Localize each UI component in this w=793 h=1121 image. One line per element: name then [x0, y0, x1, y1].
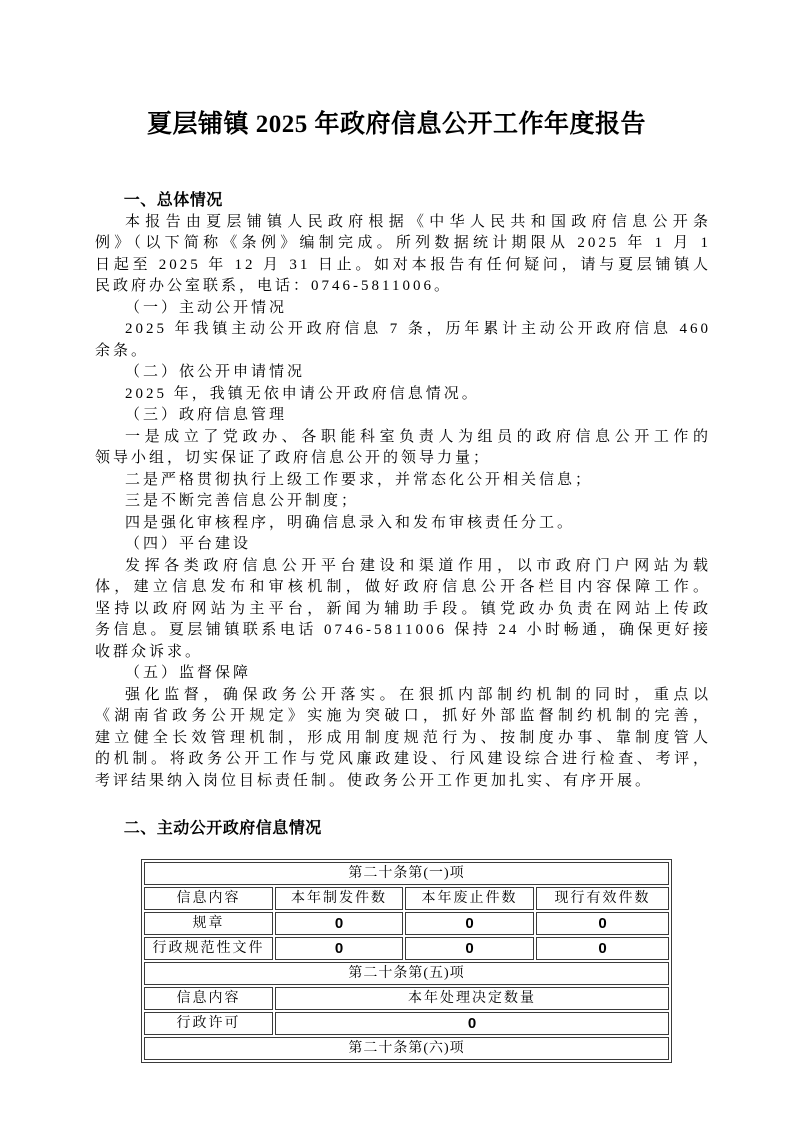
table-row [144, 987, 669, 1010]
table-row [144, 937, 669, 960]
table-cell: 0 [405, 912, 534, 935]
text-line: 例》（以下简称《条例》编制完成。所列数据统计期限从 2025 年 1 月 1 [95, 235, 711, 251]
paragraph [95, 491, 711, 513]
text-line: 2025 年，我镇无依申请公开政府信息情况。 [125, 385, 480, 402]
text-line: 一是成立了党政办、各职能科室负责人为组员的政府信息公开工作的 [125, 428, 711, 445]
table-section-cell: 第二十条第(一)项 [144, 862, 669, 885]
text-line: （三）政府信息管理 [125, 407, 288, 423]
overview-paragraphs [95, 212, 711, 793]
document-content [95, 190, 711, 1063]
section-heading-proactive-disclosure: 二、主动公开政府信息情况 [123, 820, 322, 837]
paragraph [95, 405, 711, 427]
page-title: 夏层铺镇 2025 年政府信息公开工作年度报告 [146, 111, 646, 138]
table-section-row [144, 862, 669, 885]
text-line: 考评结果纳入岗位目标责任制。使政务公开工作更加扎实、有序开展。 [95, 772, 654, 789]
text-line: 收群众诉求。 [95, 643, 204, 660]
paragraph [95, 384, 711, 406]
text-line: 二是严格贯彻执行上级工作要求，并常态化公开相关信息； [125, 471, 594, 488]
text-line: 强化监督，确保政务公开落实。在狠抓内部制约机制的同时，重点以 [125, 686, 711, 703]
table-section-row [144, 1037, 669, 1060]
paragraph [95, 513, 711, 535]
text-line: 领导小组，切实保证了政府信息公开的领导力量； [95, 450, 492, 466]
paragraph [95, 212, 711, 298]
table-cell: 本年处理决定数量 [275, 987, 669, 1010]
statistics-table-wrap [141, 859, 711, 1063]
paragraph [95, 319, 711, 362]
text-line: 的机制。将政务公开工作与党风廉政建设、行风建设综合进行检查、考评， [95, 751, 711, 767]
section-heading-overview: 一、总体情况 [123, 192, 223, 209]
text-line: 建立健全长效管理机制，形成用制度规范行为、按制度办事、靠制度管人 [95, 729, 711, 746]
text-line: 体，建立信息发布和审核机制，做好政府信息公开各栏目内容保障工作。 [95, 579, 711, 595]
table-cell: 信息内容 [144, 987, 273, 1010]
statistics-table [141, 859, 672, 1063]
text-line: 本报告由夏层铺镇人民政府根据《中华人民共和国政府信息公开条 [125, 213, 711, 230]
text-line: 余条。 [95, 342, 150, 359]
table-cell: 行政规范性文件 [144, 937, 273, 960]
paragraph [95, 663, 711, 685]
table-cell: 0 [275, 1012, 669, 1035]
text-line: （一）主动公开情况 [125, 299, 288, 316]
text-line: （二）依公开申请情况 [125, 364, 306, 380]
table-cell: 行政许可 [144, 1012, 273, 1035]
text-line: （五）监督保障 [125, 665, 252, 681]
paragraph [95, 534, 711, 556]
text-line: 民政府办公室联系，电话：0746-5811006。 [95, 278, 452, 294]
paragraph [95, 556, 711, 664]
text-line: （四）平台建设 [125, 536, 252, 552]
table-cell: 0 [275, 912, 403, 935]
table-cell: 规章 [144, 912, 273, 935]
table-cell: 0 [405, 937, 534, 960]
table-row [144, 887, 669, 910]
table-cell: 现行有效件数 [536, 887, 669, 910]
table-cell: 本年制发件数 [275, 887, 403, 910]
table-cell: 0 [275, 937, 403, 960]
paragraph [95, 298, 711, 320]
table-section-cell: 第二十条第(六)项 [144, 1037, 669, 1060]
paragraph [95, 470, 711, 492]
text-line: 务信息。夏层铺镇联系电话 0746-5811006 保持 24 小时畅通，确保更好接 [95, 622, 711, 638]
text-line: 发挥各类政府信息公开平台建设和渠道作用，以市政府门户网站为载 [125, 557, 711, 574]
paragraph [95, 685, 711, 793]
paragraph [95, 427, 711, 470]
table-section-cell: 第二十条第(五)项 [144, 962, 669, 985]
text-line: 《湖南省政务公开规定》实施为突破口，抓好外部监督制约机制的完善， [95, 708, 711, 724]
text-line: 日起至 2025 年 12 月 31 日止。如对本报告有任何疑问，请与夏层铺镇人 [95, 256, 711, 273]
table-row [144, 912, 669, 935]
table-row [144, 1012, 669, 1035]
text-line: 坚持以政府网站为主平台，新闻为辅助手段。镇党政办负责在网站上传政 [95, 600, 711, 617]
table-cell: 本年废止件数 [405, 887, 534, 910]
table-cell: 0 [536, 937, 669, 960]
text-line: 2025 年我镇主动公开政府信息 7 条，历年累计主动公开政府信息 460 [125, 321, 711, 337]
table-cell: 0 [536, 912, 669, 935]
table-section-row [144, 962, 669, 985]
text-line: 四是强化审核程序，明确信息录入和发布审核责任分工。 [125, 514, 576, 531]
text-line: 三是不断完善信息公开制度； [125, 493, 360, 509]
table-cell: 信息内容 [144, 887, 273, 910]
paragraph [95, 362, 711, 384]
